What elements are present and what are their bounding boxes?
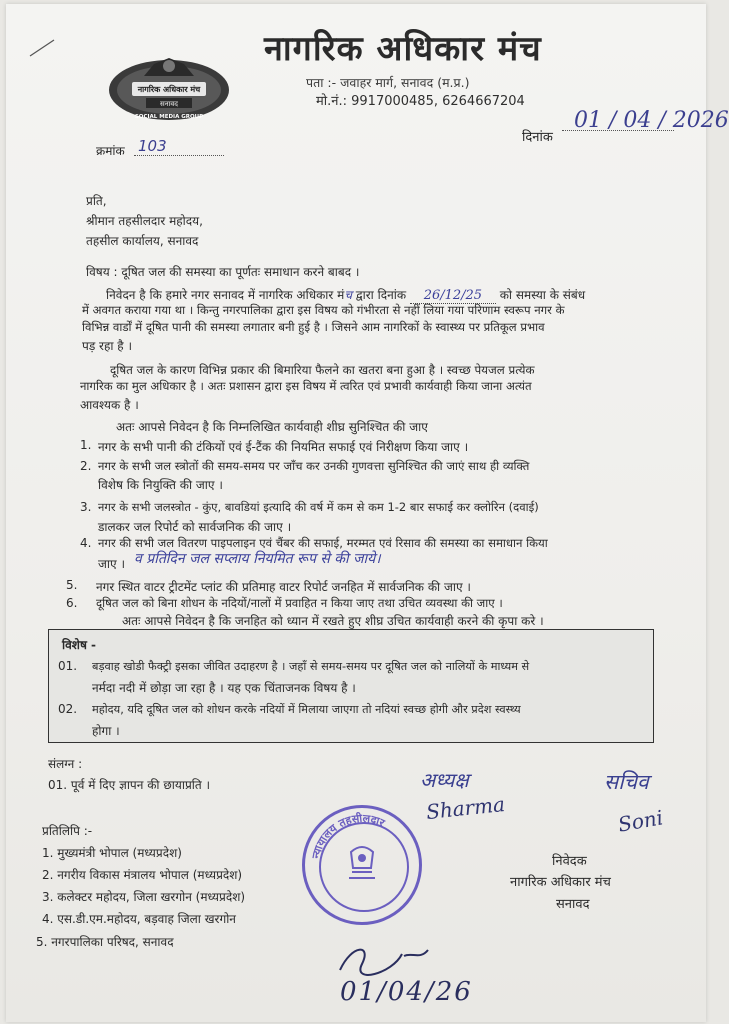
handwritten-president-label: अध्यक्ष bbox=[420, 768, 469, 792]
point-text: दूषित जल को बिना शोधन के नदियों/नालों में प्रवाहित न किया जाए तथा उचित व्यवस्था की जाए । bbox=[96, 596, 503, 610]
para2-line2: नागरिक का मुल अधिकार है । अतः प्रशासन द्वारा इस विषय में त्वरित एवं प्रभावी कार्यवाही किया जाना अत्यंत bbox=[80, 379, 532, 393]
stamp-text: न्यायालय तहसीलदार bbox=[309, 811, 387, 860]
special-note-number: 01. bbox=[58, 659, 78, 673]
letterhead-address: पता :- जवाहर मार्ग, सनावद (म.प्र.) bbox=[306, 75, 470, 90]
logo-text-town: सनावद bbox=[159, 100, 179, 108]
date-value-handwritten: 01 / 04 / 2026 bbox=[574, 108, 729, 133]
special-note-text-cont: नर्मदा नदी में छोड़ा जा रहा है । यह एक चिंताजनक विषय है । bbox=[92, 681, 356, 695]
subject-line: विषय : दूषित जल की समस्या का पूर्णतः समाधान करने बाबद । bbox=[86, 265, 360, 279]
point-number: 4. bbox=[80, 536, 92, 550]
logo-text-group: SOCIAL MEDIA GROUP bbox=[134, 114, 204, 120]
para1-line4: पड़ रहा है । bbox=[82, 339, 132, 353]
attachment-heading: संलग्न : bbox=[48, 757, 83, 771]
point-text: नगर के सभी जलस्त्रोत - कुंए, बावडियां इत्यादि की वर्ष में कम से कम 1-2 बार सफाई कर क्लोरिन (दवाई) bbox=[98, 500, 539, 514]
para1-line1 bbox=[106, 286, 585, 304]
para1-line2: में अवगत कराया गया था । किन्तु नगरपालिका द्वारा इस विषय को गंभीरता से नहीं लिया गया परिणाम स्वरूप नगर के bbox=[82, 303, 565, 317]
date-underline bbox=[562, 130, 674, 131]
recipient-line-3: तहसील कार्यालय, सनावद bbox=[86, 234, 199, 248]
para2-line3: आवश्यक है । bbox=[80, 398, 139, 412]
para1-text-b: द्वारा दिनांक bbox=[351, 288, 407, 302]
recipient-line-2: श्रीमान तहसीलदार महोदय, bbox=[86, 214, 203, 228]
president-signature: Sharma bbox=[424, 791, 507, 825]
signatory-org: नागरिक अधिकार मंच bbox=[510, 875, 611, 890]
ref-underline bbox=[134, 155, 224, 156]
letterhead-title: नागरिक अधिकार मंच bbox=[264, 29, 542, 69]
point-text-cont: विशेष कि नियुक्ति की जाए । bbox=[98, 478, 223, 492]
copy-item: 5. नगरपालिका परिषद, सनावद bbox=[36, 935, 174, 949]
closing-request: अतः आपसे निवेदन है कि जनहित को ध्यान में रखते हुए शीघ्र उचित कार्यवाही करने की कृपा करे । bbox=[122, 614, 544, 628]
point-number: 3. bbox=[80, 500, 92, 514]
handwritten-secretary-label: सचिव bbox=[604, 770, 649, 794]
point-text: नगर के सभी पानी की टंकियों एवं ई-टैंक की नियमित सफाई एवं निरीक्षण किया जाए । bbox=[98, 440, 469, 454]
copy-item: 2. नगरीय विकास मंत्रालय भोपाल (मध्यप्रदेश) bbox=[42, 868, 243, 882]
special-note-text: बड़वाह खोडी फैक्ट्री इसका जीवित उदाहरण है । जहाँ से समय-समय पर दूषित जल को नालियों के माध्यम से bbox=[92, 660, 530, 673]
request-intro: अतः आपसे निवेदन है कि निम्नलिखित कार्यवाही शीघ्र सुनिश्चित की जाए bbox=[116, 420, 428, 434]
signatory-label: निवेदक bbox=[552, 854, 587, 869]
para1-line3: विभिन्न वार्डों में दूषित पानी की समस्या लगातार बनी हुई है । जिसने आम नागरिकों के स्वास्थ्य पर प्रतिकूल प्रभाव bbox=[82, 320, 545, 334]
para2-line1: दूषित जल के कारण विभिन्न प्रकार की बिमारिया फैलने का खतरा बना हुआ है । स्वच्छ पेयजल प्रत्येक bbox=[110, 363, 535, 377]
copy-item: 4. एस.डी.एम.महोदय, बड़वाह जिला खरगोन bbox=[42, 912, 236, 926]
point-number: 2. bbox=[80, 459, 92, 473]
point-number: 1. bbox=[80, 438, 92, 452]
point-text: नगर की सभी जल वितरण पाइपलाइन एवं चैंबर की सफाई, मरम्मत एवं रिसाव की समस्या का समाधान किया bbox=[98, 536, 548, 550]
point-handwritten-addition: व प्रतिदिन जल सप्लाय नियमित रूप से की जाये। bbox=[134, 551, 381, 567]
letter-page bbox=[6, 4, 729, 1022]
signatory-town: सनावद bbox=[556, 897, 590, 912]
ref-number-label: क्रमांक bbox=[96, 144, 125, 158]
para1-text-a: निवेदन है कि हमारे नगर सनावद में नागरिक अधिकार मं bbox=[106, 288, 345, 302]
special-note-text-cont: होगा । bbox=[92, 724, 120, 738]
copies-heading: प्रतिलिपि :- bbox=[42, 824, 93, 838]
para1-date-handwritten: 26/12/25 bbox=[410, 288, 496, 304]
date-label: दिनांक bbox=[522, 130, 553, 145]
point-number: 6. bbox=[66, 596, 78, 610]
recipient-line-1: प्रति, bbox=[86, 194, 107, 208]
para1-text-c: को समस्या के संबंध bbox=[499, 288, 586, 302]
copy-item: 1. मुख्यमंत्री भोपाल (मध्यप्रदेश) bbox=[42, 846, 182, 860]
para1-handwritten-insert: च bbox=[344, 288, 352, 302]
special-note-heading: विशेष - bbox=[62, 638, 97, 652]
special-note-number: 02. bbox=[58, 702, 78, 716]
point-text-cont: जाए । bbox=[98, 557, 126, 571]
point-text: नगर के सभी जल स्त्रोतों की समय-समय पर जाँच कर उनकी गुणवत्ता सुनिश्चित की जाएं साथ ही व्यक्ति bbox=[98, 459, 530, 473]
point-text: नगर स्थित वाटर ट्रीटमेंट प्लांट की प्रतिमाह वाटर रिपोर्ट जनहित में सार्वजनिक की जाए । bbox=[96, 580, 471, 594]
ref-number-value: 103 bbox=[138, 137, 167, 155]
secretary-signature: Soni bbox=[616, 805, 665, 837]
copy-item: 3. कलेक्टर महोदय, जिला खरगोन (मध्यप्रदेश) bbox=[42, 890, 246, 904]
pen-mark bbox=[28, 38, 58, 58]
special-note-text: महोदय, यदि दूषित जल को शोधन करके नदियों में मिलाया जाएगा तो नदियां स्वच्छ होगी और प्रदेश स्वस्थ्य bbox=[92, 703, 521, 716]
organization-logo bbox=[104, 46, 234, 128]
office-seal-stamp bbox=[302, 805, 422, 925]
svg-text:न्यायालय तहसीलदार bbox=[309, 811, 387, 861]
letterhead-phone: मो.नं.: 9917000485, 6264667204 bbox=[316, 94, 525, 109]
point-text-cont: डालकर जल रिपोर्ट को सार्वजनिक की जाए । bbox=[98, 520, 292, 534]
receipt-date-handwritten: 01/04/26 bbox=[340, 977, 473, 1007]
point-number: 5. bbox=[66, 578, 78, 592]
attachment-item: 01. पूर्व में दिए ज्ञापन की छायाप्रति । bbox=[48, 778, 211, 792]
logo-text-main: नागरिक अधिकार मंच bbox=[137, 85, 201, 94]
